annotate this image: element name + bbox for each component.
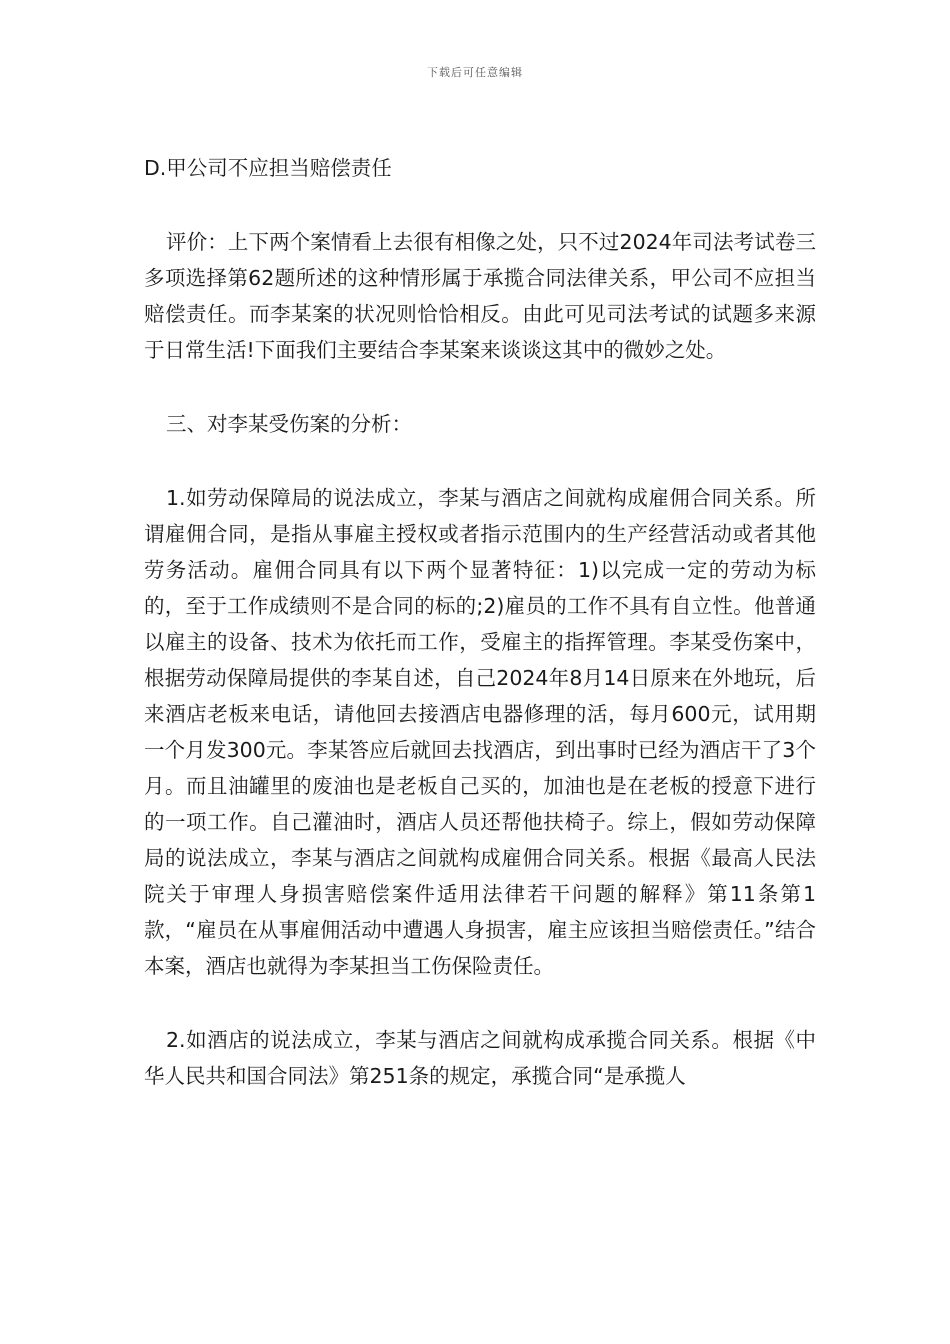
evaluation-paragraph: 评价：上下两个案情看上去很有相像之处，只不过2024年司法考试卷三多项选择第62题所述的这种情形属于承揽合同法律关系，甲公司不应担当赔偿责任。而李某案的状况则恰恰相反。由此可见司法考试的试题多来源于日常生活!下面我们主要结合李某案来谈谈这其中的微妙之处。: [144, 230, 816, 362]
section-heading: 三、对李某受伤案的分析：: [166, 412, 412, 436]
option-d-text: D.甲公司不应担当赔偿责任: [144, 156, 392, 180]
analysis-point-1: 1.如劳动保障局的说法成立，李某与酒店之间就构成雇佣合同关系。所谓雇佣合同，是指从事雇主授权或者指示范围内的生产经营活动或者其他劳务活动。雇佣合同具有以下两个显著特征：1)以完成一定的劳动为标的，至于工作成绩则不是合同的标的;2)雇员的工作不具有自立性。他普通以雇主的设备、技术为依托而工作，受雇主的指挥管理。李某受伤案中，根据劳动保障局提供的李某自述，自己2024年8月14日原来在外地玩，后来酒店老板来电话，请他回去接酒店电器修理的活，每月600元，试用期一个月发300元。李某答应后就回去找酒店，到出事时已经为酒店干了3个月。而且油罐里的废油也是老板自己买的，加油也是在老板的授意下进行的一项工作。自己灌油时，酒店人员还帮他扶椅子。综上，假如劳动保障局的说法成立，李某与酒店之间就构成雇佣合同关系。根据《最高人民法院关于审理人身损害赔偿案件适用法律若干问题的解释》第11条第1款，“雇员在从事雇佣活动中遭遇人身损害，雇主应该担当赔偿责任。”结合本案，酒店也就得为李某担当工伤保险责任。: [144, 486, 816, 978]
document-body: [144, 150, 816, 1094]
page-header-note: 下载后可任意编辑: [427, 66, 523, 79]
analysis-point-2: 2.如酒店的说法成立，李某与酒店之间就构成承揽合同关系。根据《中华人民共和国合同法》第251条的规定，承揽合同“是承揽人: [144, 1028, 816, 1088]
